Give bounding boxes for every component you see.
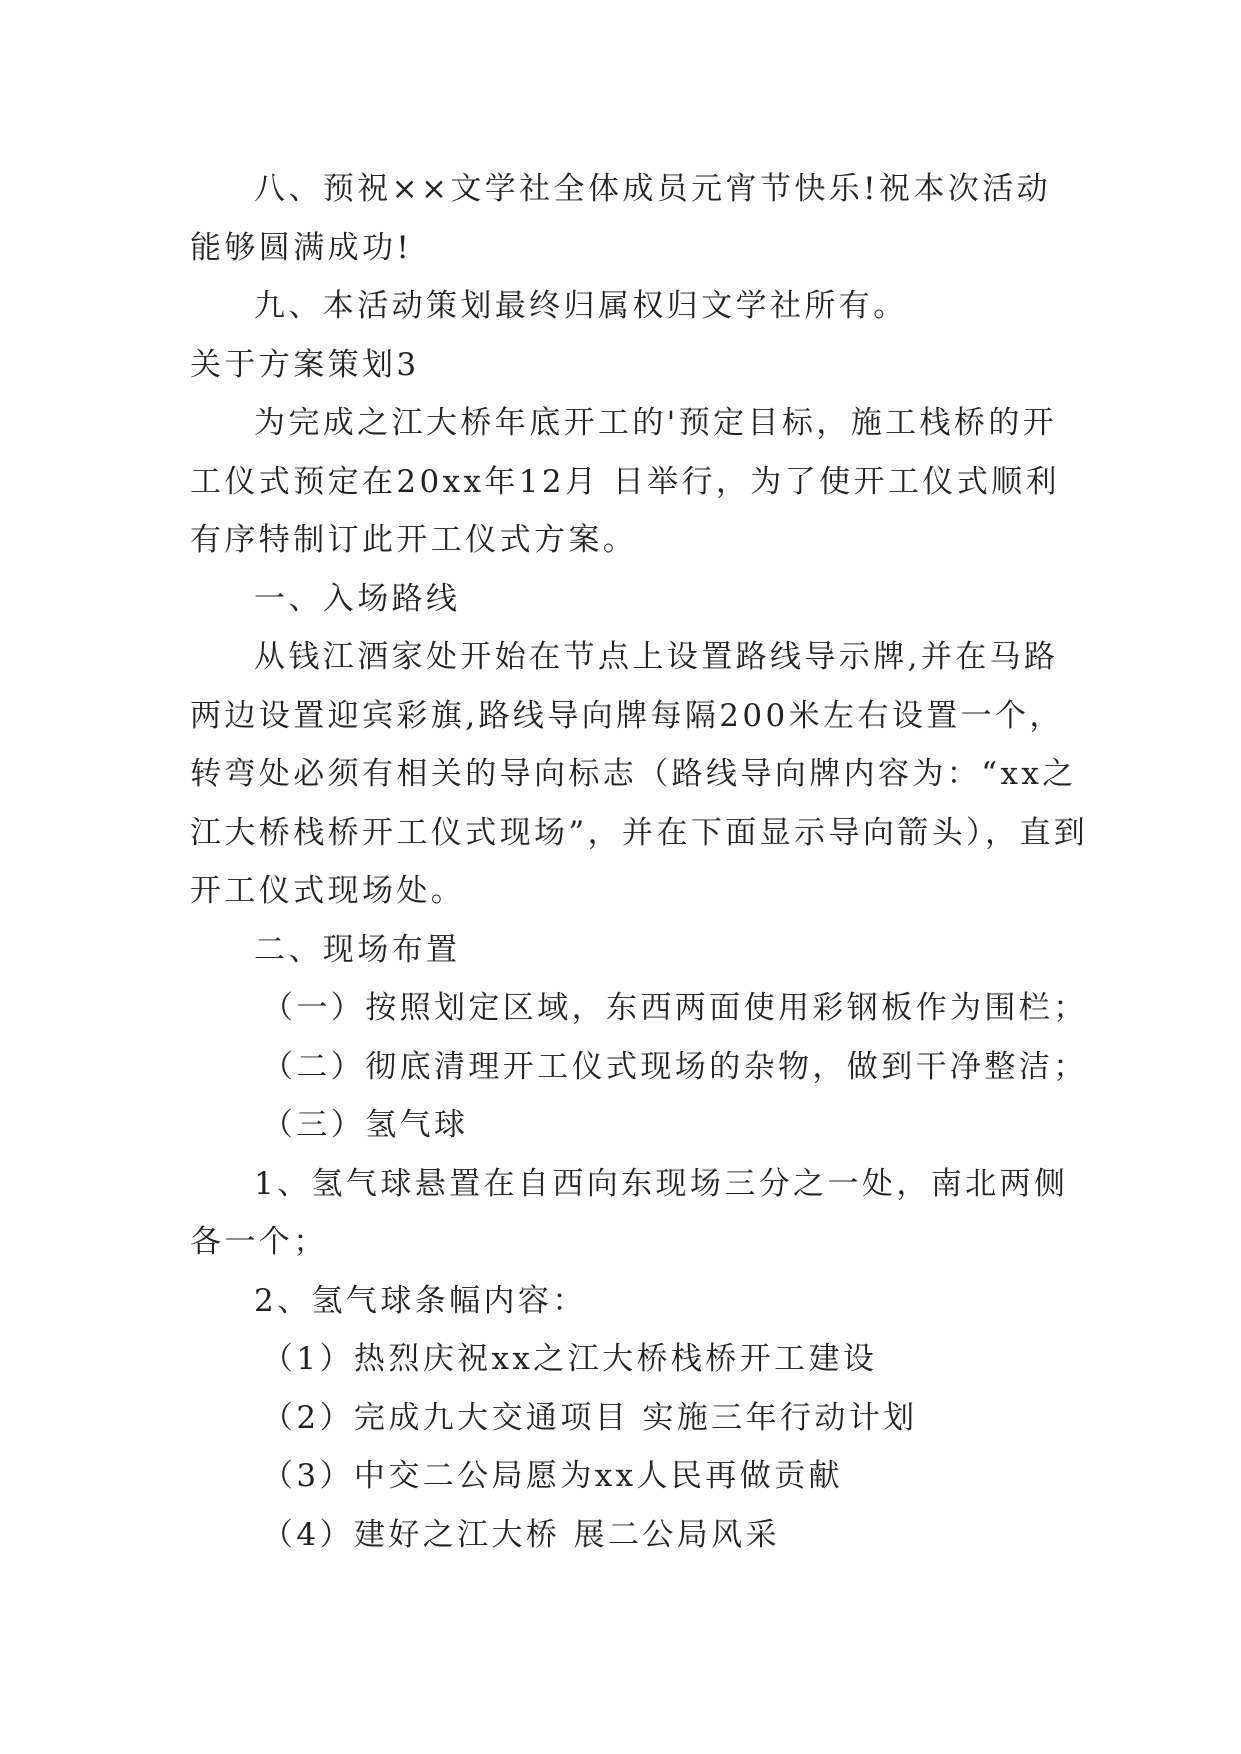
list-item: （一）按照划定区域，东西两面使用彩钢板作为围栏； <box>262 990 1088 1026</box>
paragraph-line: 九、本活动策划最终归属权归文学社所有。 <box>254 288 908 324</box>
paragraph-line: 有序特制订此开工仪式方案。 <box>190 522 638 558</box>
paragraph-line: 转弯处必须有相关的导向标志（路线导向牌内容为：“xx之 <box>190 756 1077 792</box>
paragraph-line: 为完成之江大桥年底开工的'预定目标，施工栈桥的开 <box>254 405 1058 441</box>
list-item: （三）氢气球 <box>262 1107 469 1143</box>
paragraph-line: 开工仪式现场处。 <box>190 873 466 909</box>
paragraph-line: 两边设置迎宾彩旗,路线导向牌每隔200米左右设置一个， <box>190 697 1064 734</box>
list-item: （4）建好之江大桥 展二公局风采 <box>262 1516 780 1553</box>
document-body <box>190 160 1089 1564</box>
list-item: （2）完成九大交通项目 实施三年行动计划 <box>262 1399 918 1436</box>
paragraph-line: 从钱江酒家处开始在节点上设置路线导示牌,并在马路 <box>254 639 1059 675</box>
paragraph-line: 工仪式预定在20xx年12月 日举行，为了使开工仪式顺利 <box>190 463 1060 500</box>
paragraph-line: 能够圆满成功! <box>190 229 413 266</box>
paragraph-line: 八、预祝××文学社全体成员元宵节快乐!祝本次活动 <box>254 171 1052 207</box>
list-item: （1）热烈庆祝xx之江大桥栈桥开工建设 <box>262 1341 878 1377</box>
section-heading: 关于方案策划3 <box>190 346 420 383</box>
paragraph-line: 各一个； <box>190 1224 328 1260</box>
subsection-heading: 一、入场路线 <box>254 580 461 617</box>
paragraph-line: 2、氢气球条幅内容： <box>254 1282 587 1319</box>
paragraph-line: 1、氢气球悬置在自西向东现场三分之一处，南北两侧 <box>254 1165 1069 1202</box>
subsection-heading: 二、现场布置 <box>254 931 461 968</box>
list-item: （二）彻底清理开工仪式现场的杂物，做到干净整洁； <box>262 1048 1088 1085</box>
list-item: （3）中交二公局愿为xx人民再做贡献 <box>262 1458 843 1494</box>
paragraph-line: 江大桥栈桥开工仪式现场”，并在下面显示导向箭头），直到 <box>190 814 1089 851</box>
